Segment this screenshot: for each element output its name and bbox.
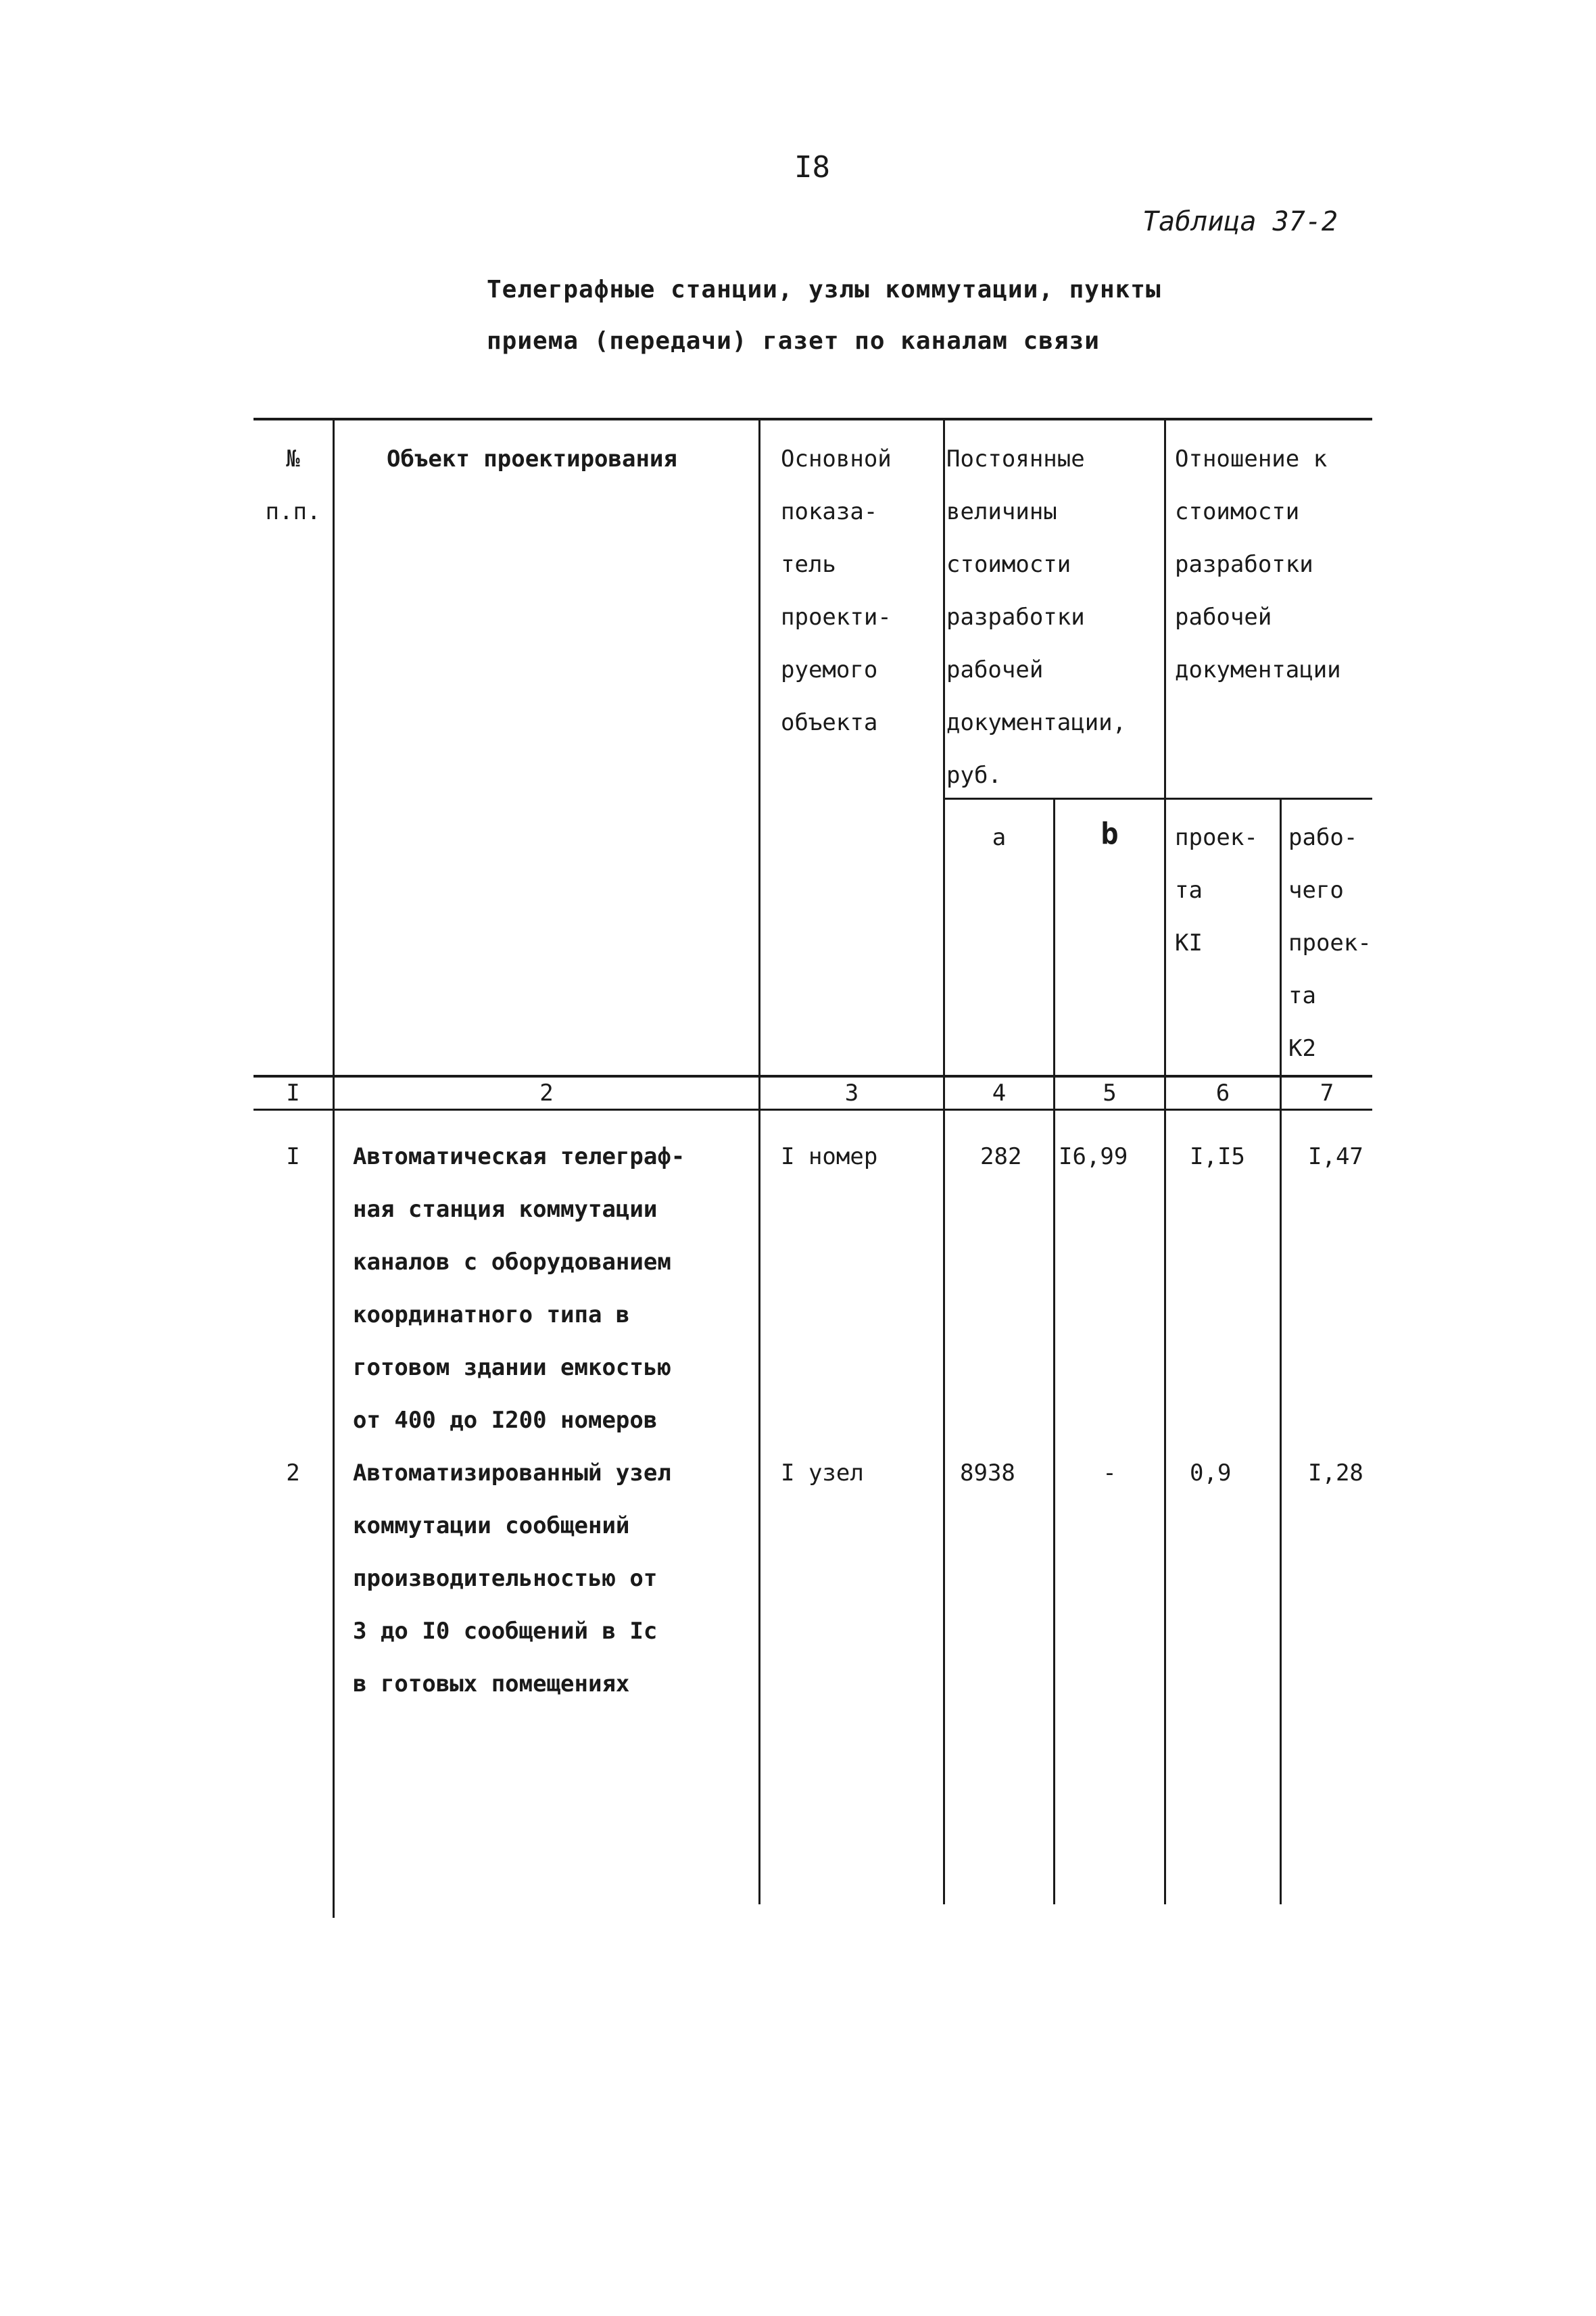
table-label: Таблица 37-2 — [1142, 206, 1338, 237]
table-row-1-indicator: I номер — [781, 1143, 878, 1170]
table-title-line-2: приема (передачи) газет по каналам связи — [487, 327, 1100, 355]
column-divider-2 — [758, 420, 760, 1904]
table-top-rule — [253, 418, 1372, 420]
header-sub-k2: рабо- чего проек- та К2 — [1288, 824, 1372, 1062]
table-row-2-k1: 0,9 — [1190, 1459, 1232, 1487]
column-number: 2 — [539, 1080, 554, 1107]
table-title-line-1: Телеграфные станции, узлы коммутации, пункты — [487, 276, 1161, 304]
table-row-1-number: I — [286, 1143, 300, 1170]
column-divider-3 — [943, 420, 945, 1904]
table-row-2-b: - — [1103, 1459, 1117, 1487]
column-number: 5 — [1103, 1080, 1117, 1107]
table-row-1-b: I6,99 — [1059, 1143, 1128, 1170]
header-row-number: № п.п. — [265, 445, 321, 525]
header-main-indicator: Основной показа- тель проекти- руемого объекта — [781, 445, 892, 736]
header-sub-a: a — [992, 824, 1007, 851]
column-number: 3 — [844, 1080, 859, 1107]
column-divider-4 — [1053, 800, 1055, 1904]
table-row-1-k2: I,47 — [1308, 1143, 1363, 1170]
column-divider-5 — [1164, 420, 1166, 1904]
header-sub-b: b — [1101, 817, 1119, 851]
page-number: I8 — [794, 150, 830, 185]
column-number: 7 — [1320, 1080, 1334, 1107]
table-row-2-k2: I,28 — [1308, 1459, 1363, 1487]
table-row-1-k1: I,I5 — [1190, 1143, 1245, 1170]
header-object: Объект проектирования — [387, 445, 677, 473]
table-row-2-object: Автоматизированный узел коммутации сообщений производительностью от 3 до I0 сообщений в Iс в готовых помещениях — [353, 1459, 671, 1697]
column-number: I — [286, 1080, 300, 1107]
header-sub-k1: проек- та КI — [1175, 824, 1258, 957]
table-row-2-a: 8938 — [960, 1459, 1015, 1487]
header-cost-ratio: Отношение к стоимости разработки рабочей документации — [1175, 445, 1341, 683]
header-constant-values: Постоянные величины стоимости разработки рабочей документации, руб. — [946, 445, 1127, 789]
column-number: 6 — [1215, 1080, 1230, 1107]
column-divider-1 — [333, 420, 335, 1918]
table-row-2-indicator: I узел — [781, 1459, 864, 1487]
table-row-2-number: 2 — [286, 1459, 300, 1487]
table-row-1-a: 282 — [980, 1143, 1022, 1170]
table-row-1-object: Автоматическая телеграф- ная станция коммутации каналов с оборудованием координатного типа в готовом здании емкостью от 400 до I200 номеров — [353, 1143, 685, 1434]
column-divider-6 — [1280, 800, 1282, 1904]
column-number: 4 — [992, 1080, 1007, 1107]
